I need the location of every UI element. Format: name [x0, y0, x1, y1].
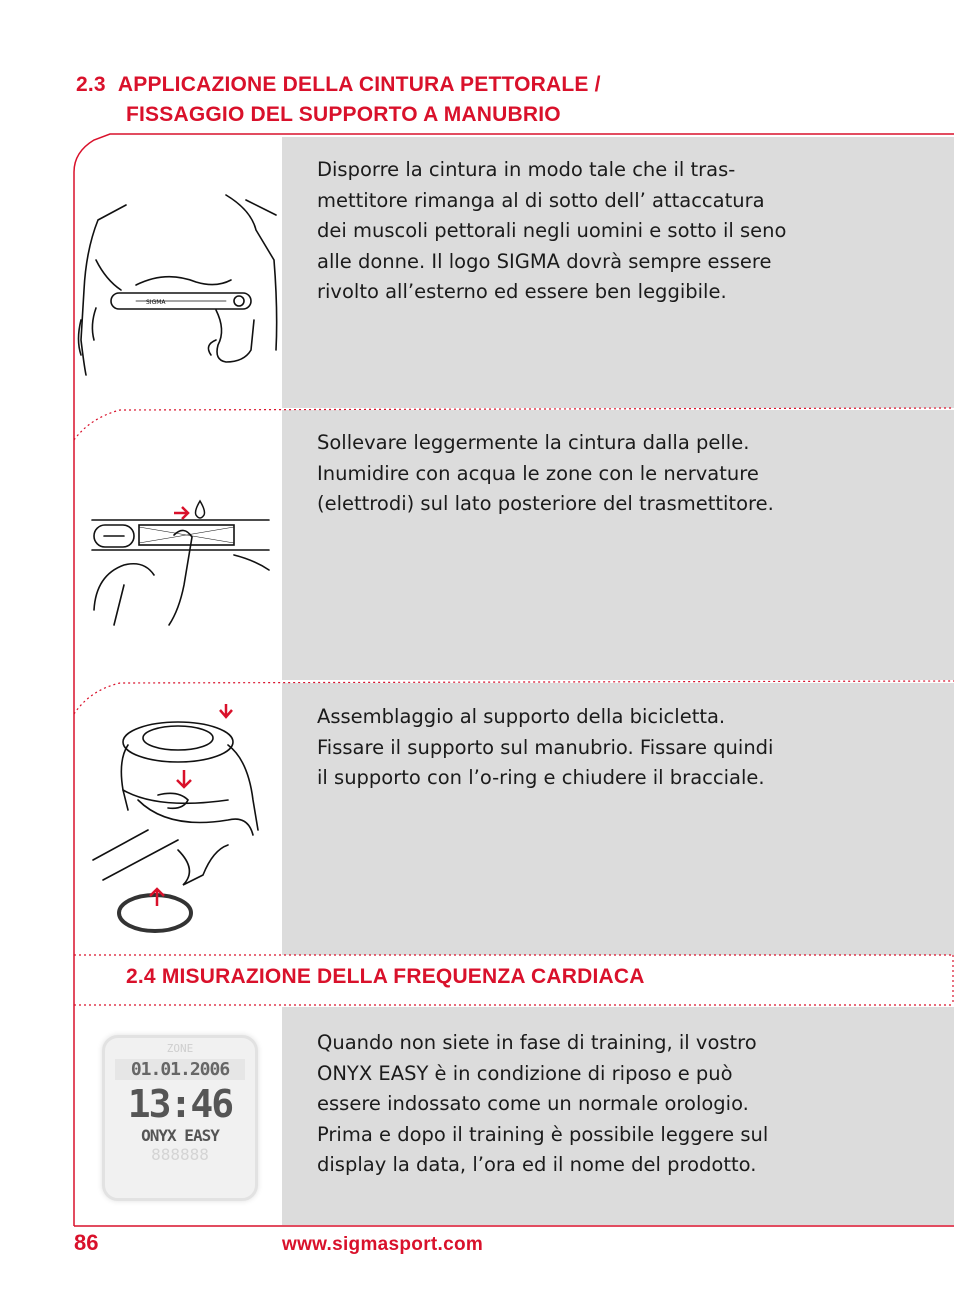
display-time: 13:46: [127, 1082, 233, 1126]
heading-line2: FISSAGGIO DEL SUPPORTO A MANUBRIO: [126, 103, 561, 126]
heading-line1: APPLICAZIONE DELLA CINTURA PETTORALE /: [117, 73, 601, 96]
heading-number: 2.3: [76, 73, 106, 96]
footer-url[interactable]: www.sigmasport.com: [282, 1234, 484, 1255]
step-2-text: Sollevare leggermente la cintura dalla pelle. Inumidire con acqua le zone con le nervature (elettrodi) sul lato posteriore del trasmettitore.: [317, 431, 774, 516]
section-text: Quando non siete in fase di training, il vostro ONYX EASY è in condizione di riposo e può essere indossato come un normale orologio. Prima e dopo il training è possibile leggere sul display la data, l’ora ed il nome del prodotto.: [317, 1031, 769, 1177]
moisten-electrodes-illustration: [84, 495, 284, 630]
chest-strap-illustration: [76, 190, 281, 380]
display-product: ONYX EASY: [141, 1126, 219, 1145]
watch-display: [102, 1035, 258, 1201]
step-3-text: Assemblaggio al supporto della bicicletta. Fissare il supporto sul manubrio. Fissare quindi il supporto con l’o-ring e chiudere il bracciale.: [317, 705, 774, 790]
bike-mount-illustration: [88, 700, 278, 940]
section-title: 2.4 MISURAZIONE DELLA FREQUENZA CARDIACA: [126, 965, 645, 988]
display-bottom-digits: 888888: [151, 1145, 209, 1164]
display-date: 01.01.2006: [115, 1059, 245, 1080]
sigma-logo-mark: SIGMA: [146, 299, 166, 306]
step-1-text: Disporre la cintura in modo tale che il tras- mettitore rimanga al di sotto dell’ attaccatura dei muscoli pettorali negli uomini e sotto il seno alle donne. Il logo SIGMA dovrà sempre essere rivolto all’esterno ed essere ben leggibile.: [317, 158, 787, 304]
page-number: 86: [74, 1230, 99, 1255]
display-zone: ZONE: [166, 1042, 194, 1055]
